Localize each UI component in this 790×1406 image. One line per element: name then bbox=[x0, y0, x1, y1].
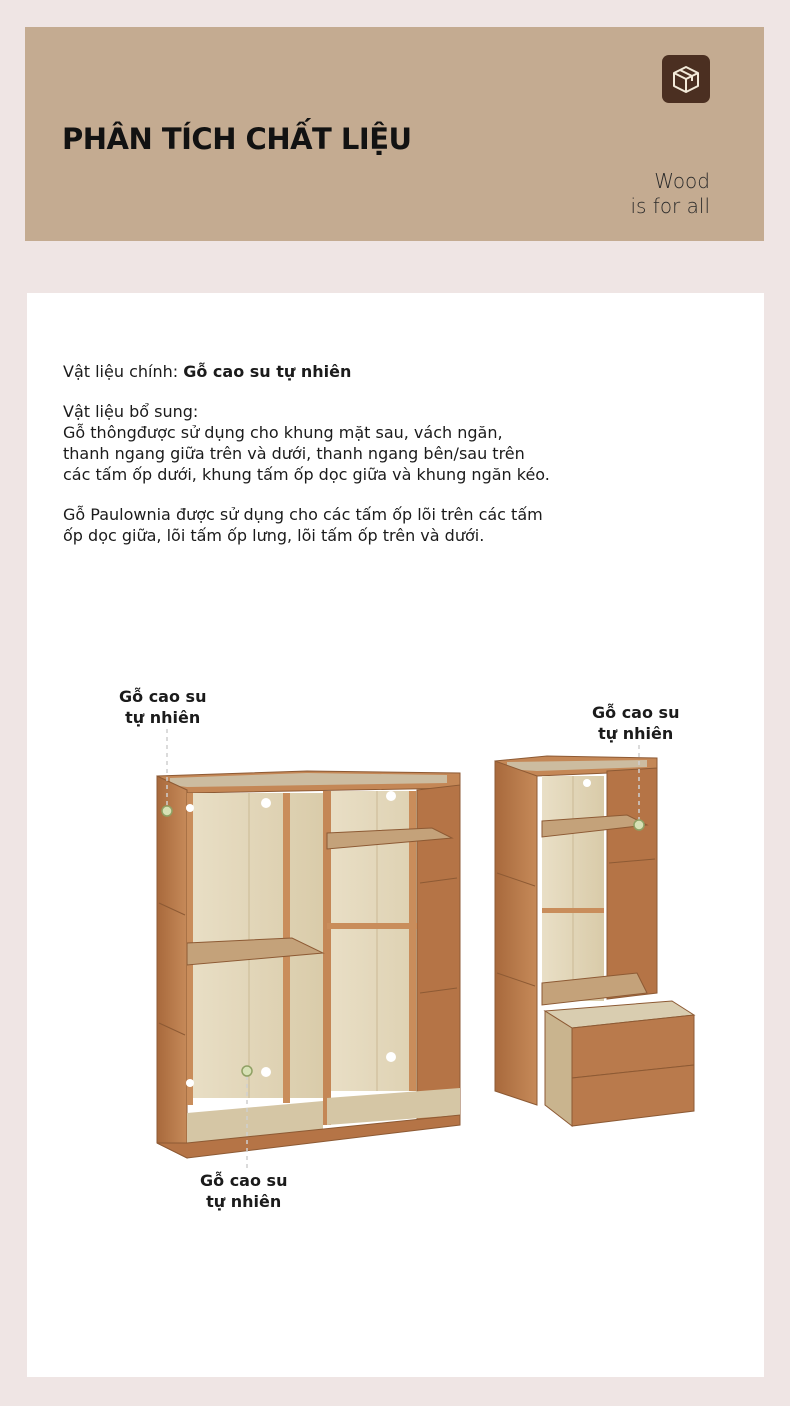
supplement-line: thanh ngang giữa trên và dưới, thanh ngang bên/sau trên bbox=[63, 444, 525, 463]
label-line: Gỗ cao su bbox=[200, 1171, 288, 1190]
callout-dot bbox=[162, 806, 172, 816]
content-card bbox=[27, 293, 764, 1377]
tagline-line-1: Wood bbox=[654, 169, 710, 193]
label-right-top bbox=[592, 702, 679, 744]
supplement-line: các tấm ốp dưới, khung tấm ốp dọc giữa và khung ngăn kéo. bbox=[63, 465, 550, 484]
paulownia-line: ốp dọc giữa, lõi tấm ốp lưng, lõi tấm ốp trên và dưới. bbox=[63, 526, 485, 545]
callout-dot bbox=[242, 1066, 252, 1076]
callout-dot bbox=[634, 820, 644, 830]
tagline-line-2: is for all bbox=[630, 194, 710, 218]
label-left-top bbox=[119, 686, 206, 728]
right-wardrobe bbox=[495, 756, 694, 1126]
label-line: tự nhiên bbox=[125, 708, 201, 727]
left-wardrobe bbox=[157, 771, 460, 1158]
label-line: Gỗ cao su bbox=[592, 703, 680, 722]
header-banner bbox=[25, 27, 764, 241]
main-material-label: Vật liệu chính: bbox=[63, 362, 184, 381]
label-bottom bbox=[200, 1170, 287, 1212]
tagline bbox=[630, 169, 710, 219]
page-title: PHÂN TÍCH CHẤT LIỆU bbox=[62, 122, 412, 156]
box-icon bbox=[662, 55, 710, 103]
box-icon-glyph bbox=[670, 63, 702, 95]
supplement-line: Gỗ thôngđược sử dụng cho khung mặt sau, vách ngăn, bbox=[63, 423, 503, 442]
label-line: tự nhiên bbox=[206, 1192, 282, 1211]
label-line: Gỗ cao su bbox=[119, 687, 207, 706]
wardrobe-illustration bbox=[27, 293, 764, 1377]
paulownia-line: Gỗ Paulownia được sử dụng cho các tấm ốp lõi trên các tấm bbox=[63, 505, 543, 524]
supplement-heading: Vật liệu bổ sung: bbox=[63, 402, 199, 421]
label-line: tự nhiên bbox=[598, 724, 674, 743]
main-material-value: Gỗ cao su tự nhiên bbox=[183, 362, 352, 381]
